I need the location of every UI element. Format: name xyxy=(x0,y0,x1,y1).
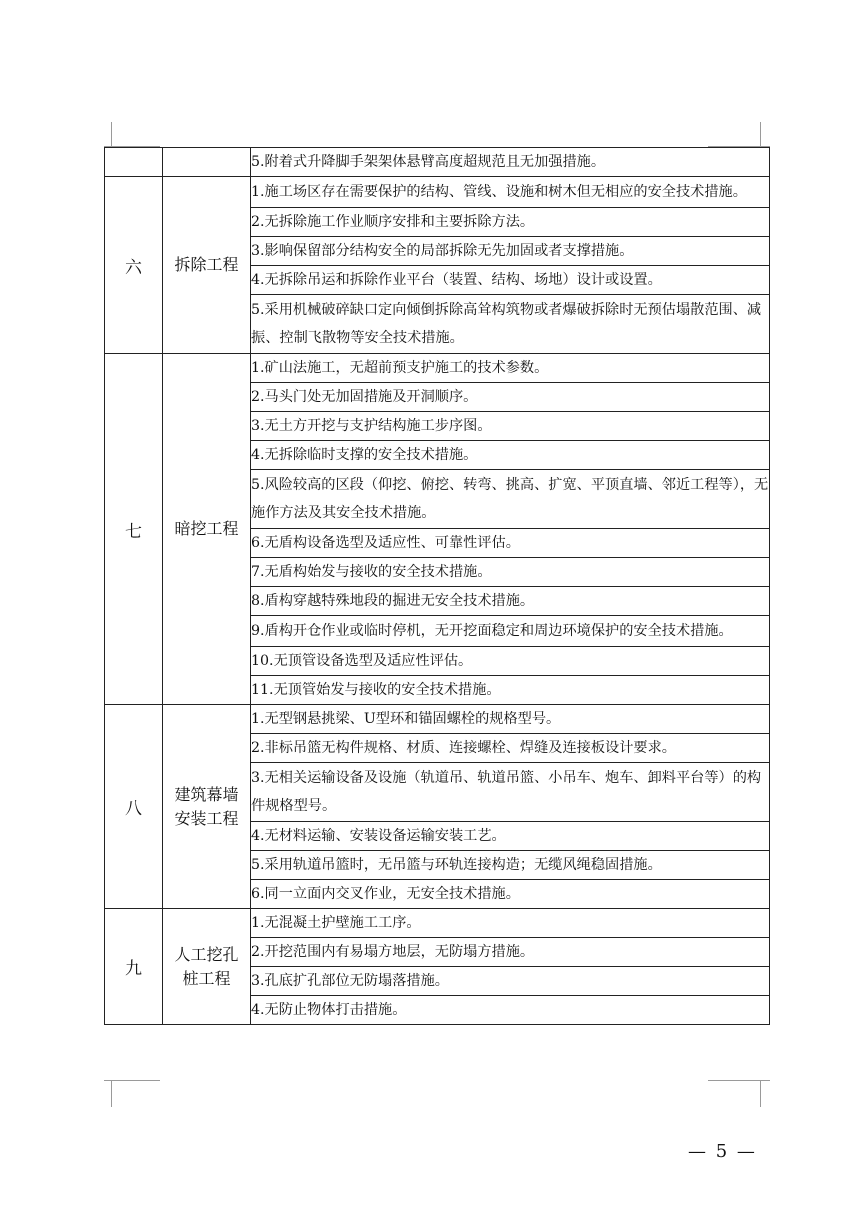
requirement-item: 5.附着式升降脚手架架体悬臂高度超规范且无加强措施。 xyxy=(251,148,770,177)
requirement-item: 10.无顶管设备选型及适应性评估。 xyxy=(251,647,770,676)
section-number: 六 xyxy=(105,177,163,354)
table-row xyxy=(105,909,770,938)
requirement-item: 7.无盾构始发与接收的安全技术措施。 xyxy=(251,558,770,587)
section-number xyxy=(105,148,163,177)
section-number: 八 xyxy=(105,705,163,909)
requirement-item: 5.采用机械破碎缺口定向倾倒拆除高耸构筑物或者爆破拆除时无预估塌散范围、减振、控制飞散物等安全技术措施。 xyxy=(251,295,770,354)
requirement-item: 3.无土方开挖与支护结构施工步序图。 xyxy=(251,412,770,441)
requirement-item: 9.盾构开仓作业或临时停机，无开挖面稳定和周边环境保护的安全技术措施。 xyxy=(251,616,770,647)
requirement-item: 1.施工场区存在需要保护的结构、管线、设施和树木但无相应的安全技术措施。 xyxy=(251,177,770,208)
crop-mark xyxy=(760,1081,761,1107)
requirement-item: 1.无混凝土护壁施工工序。 xyxy=(251,909,770,938)
section-category: 暗挖工程 xyxy=(163,354,251,705)
requirement-item: 4.无拆除临时支撑的安全技术措施。 xyxy=(251,441,770,470)
requirement-item: 2.开挖范围内有易塌方地层，无防塌方措施。 xyxy=(251,938,770,967)
requirement-item: 1.无型钢悬挑梁、U型环和锚固螺栓的规格型号。 xyxy=(251,705,770,734)
safety-measures-table xyxy=(104,147,770,1025)
crop-mark xyxy=(111,1081,112,1107)
section-category xyxy=(163,148,251,177)
section-category: 人工挖孔桩工程 xyxy=(163,909,251,1025)
section-number: 九 xyxy=(105,909,163,1025)
section-category: 拆除工程 xyxy=(163,177,251,354)
crop-mark xyxy=(111,122,112,146)
requirement-item: 2.非标吊篮无构件规格、材质、连接螺栓、焊缝及连接板设计要求。 xyxy=(251,734,770,763)
requirement-item: 2.马头门处无加固措施及开洞顺序。 xyxy=(251,383,770,412)
requirement-item: 3.影响保留部分结构安全的局部拆除无先加固或者支撑措施。 xyxy=(251,237,770,266)
page-number: — 5 — xyxy=(688,1141,757,1162)
table-row xyxy=(105,177,770,208)
table-row xyxy=(105,705,770,734)
requirement-item: 4.无防止物体打击措施。 xyxy=(251,996,770,1025)
requirement-item: 4.无材料运输、安装设备运输安装工艺。 xyxy=(251,822,770,851)
section-number: 七 xyxy=(105,354,163,705)
requirement-item: 5.风险较高的区段（仰挖、俯挖、转弯、挑高、扩宽、平顶直墙、邻近工程等），无施作方法及其安全技术措施。 xyxy=(251,470,770,529)
table-row xyxy=(105,354,770,383)
crop-mark xyxy=(104,1080,160,1081)
table-row xyxy=(105,148,770,177)
section-category: 建筑幕墙安装工程 xyxy=(163,705,251,909)
requirement-item: 6.无盾构设备选型及适应性、可靠性评估。 xyxy=(251,529,770,558)
requirement-item: 6.同一立面内交叉作业，无安全技术措施。 xyxy=(251,880,770,909)
requirement-item: 5.采用轨道吊篮时，无吊篮与环轨连接构造；无缆风绳稳固措施。 xyxy=(251,851,770,880)
requirement-item: 1.矿山法施工，无超前预支护施工的技术参数。 xyxy=(251,354,770,383)
requirement-item: 2.无拆除施工作业顺序安排和主要拆除方法。 xyxy=(251,208,770,237)
requirement-item: 8.盾构穿越特殊地段的掘进无安全技术措施。 xyxy=(251,587,770,616)
requirement-item: 4.无拆除吊运和拆除作业平台（装置、结构、场地）设计或设置。 xyxy=(251,266,770,295)
requirement-item: 3.孔底扩孔部位无防塌落措施。 xyxy=(251,967,770,996)
crop-mark xyxy=(760,122,761,146)
requirement-item: 3.无相关运输设备及设施（轨道吊、轨道吊篮、小吊车、炮车、卸料平台等）的构件规格型号。 xyxy=(251,763,770,822)
requirement-item: 11.无顶管始发与接收的安全技术措施。 xyxy=(251,676,770,705)
